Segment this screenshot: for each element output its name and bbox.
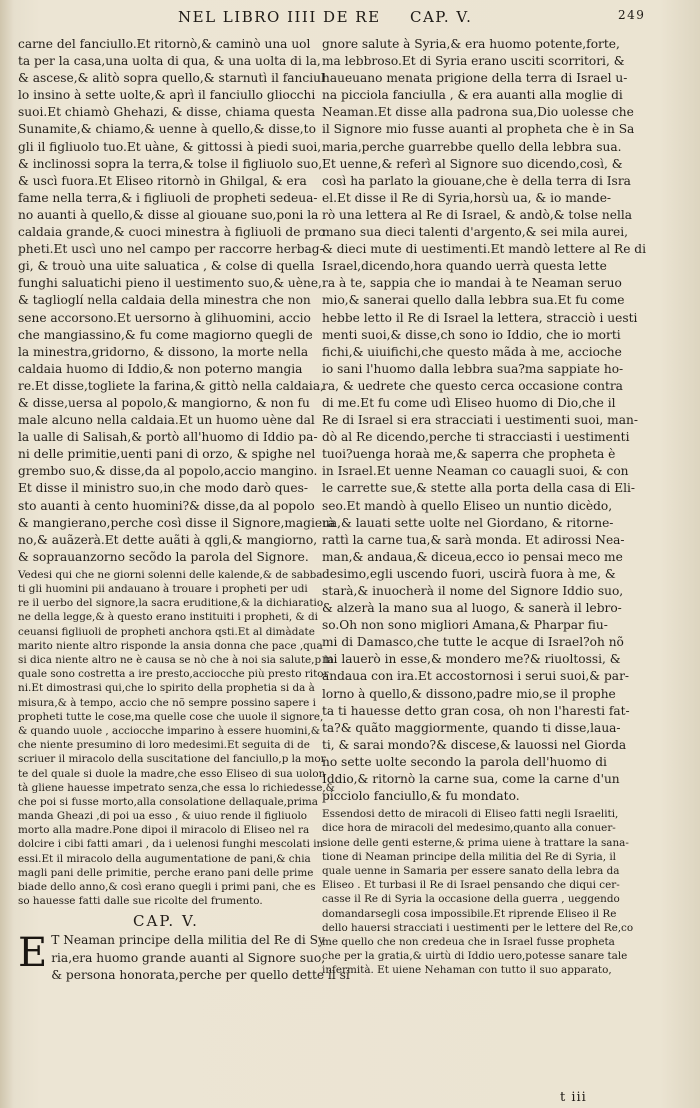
text-line: Essendosi detto de miracoli di Eliseo fatti negli Israeliti,	[322, 808, 619, 821]
text-line: hebbe letto il Re di Israel la lettera, stracciò i uesti	[322, 310, 638, 325]
page-number: 249	[618, 8, 646, 22]
text-line: mi di Damasco,che tutte le acque di Israel?oh nõ	[322, 635, 624, 650]
text-line: ti, & sarai mondo?& discese,& lauossi nel Giorda	[322, 737, 627, 752]
text-line: & ascese,& alitò sopra quello,& starnutì il fanciul	[18, 71, 325, 86]
text-line: dello hauersi stracciati i uestimenti per le lettere del Re,co	[322, 921, 634, 934]
text-line: Et disse il ministro suo,in che modo darò ques-	[18, 481, 308, 496]
text-line: che mangiassino,& fu come magiorno quegli de	[18, 327, 313, 342]
text-line: fichi,& uiuifichi,che questo mãda à me, accioche	[322, 344, 622, 359]
text-line: propheti tutte le cose,ma quelle cose che uuole il signore,	[18, 710, 324, 723]
text-line: manda Gheazi ,di poi ua esso , & uiuo rende il figliuolo	[18, 810, 308, 823]
text-line: mano sua dieci talenti d'argento,& sei mila aurei,	[322, 225, 629, 240]
text-line: starà,& inuocherà il nome del Signore Iddio suo,	[322, 584, 624, 598]
text-line: ra à te, sappia che io mandai à te Neaman seruo	[322, 276, 622, 291]
text-line: si dica niente altro ne è causa se nò che à noi sia salute,p la	[18, 654, 334, 667]
text-line: & quando uuole , acciocche imparino à essere huomini,&	[18, 724, 321, 737]
text-line: suoi.Et chiamò Ghehazi, & disse, chiama questa	[18, 105, 316, 120]
text-line: andaua con ira.Et accostornosi i serui suoi,& par-	[322, 669, 630, 684]
running-title: NEL LIBRO IIII DE RE	[178, 8, 381, 26]
text-line: morto alla madre.Pone dipoi il miracolo di Eliseo nel ra	[18, 824, 310, 837]
header-chapter: CAP. V.	[410, 8, 473, 26]
text-line: mio,& sanerai quello dalla lebbra sua.Et fu come	[322, 293, 625, 308]
text-line: che poi si fusse morto,alla consolatione dellaquale,prima	[18, 795, 318, 808]
left-commentary	[18, 568, 335, 909]
text-line: re.Et disse,togliete la farina,& gittò nella caldaia,	[18, 378, 324, 393]
text-line: sene accorsono.Et uersorno à glihuomini, accio	[18, 310, 311, 325]
text-line: tà gliene hauesse impetrato senza,che essa lo richiedesse,&	[18, 781, 335, 794]
text-line: Re di Israel si era stracciati i uestimenti suoi, man-	[322, 413, 638, 428]
text-line: Iddio,& ritornò la carne sua, come la carne d'un	[322, 772, 620, 787]
left-column	[18, 36, 350, 984]
text-line: ta?& quãto maggiormente, quando ti disse,laua-	[322, 720, 621, 735]
text-line: na picciola fanciulla , & era auanti alla moglie di	[322, 88, 623, 103]
text-line: casse il Re di Syria la occasione della guerra , ueggendo	[322, 893, 620, 906]
right-column	[322, 36, 646, 977]
text-line: dolcire i cibi fatti amari , da i uelenosi funghi mescolati in	[18, 838, 324, 851]
text-line: te del quale si duole la madre,che esso Eliseo di sua uolon	[18, 767, 326, 780]
text-line: & alzerà la mano sua al luogo, & sanerà il lebro-	[322, 601, 622, 616]
text-line: rò una lettera al Re di Israel, & andò,& tolse nella	[322, 207, 633, 222]
text-line: rattì la carne tua,& sarà monda. Et adirossi Nea-	[322, 532, 625, 547]
text-line: infermità. Et uiene Nehaman con tutto il suo apparato,	[322, 964, 612, 977]
text-line: ua,& lauati sette uolte nel Giordano, & ritorne-	[322, 515, 614, 530]
text-line: grembo suo,& disse,da al popolo,accio mangino.	[18, 464, 318, 479]
text-line: scriuer il miracolo della suscitatione del fanciullo,p la mor	[18, 753, 326, 766]
text-line: no,& auãzerà.Et dette auãti à qgli,& mangiorno,	[18, 532, 318, 547]
text-line: la minestra,gridorno, & dissono, la morte nella	[18, 344, 309, 359]
text-line: funghi saluatichi pieno il uestimento suo,& uène,	[18, 276, 322, 291]
text-line: & mangierano,perche così disse il Signore,magierà	[18, 515, 336, 530]
text-line: so.Oh non sono migliori Amana,& Pharpar fiu-	[322, 618, 608, 633]
text-line: biade dello anno,& così erano quegli i primi pani, che es	[18, 881, 316, 894]
text-line: picciolo fanciullo,& fu mondato.	[322, 789, 520, 804]
chapter-heading: CAP. V.	[133, 912, 199, 931]
text-line: ceuansi figliuoli de propheti anchora qsti.Et al dimàdate	[18, 625, 315, 638]
text-line: le carrette sue,& stette alla porta della casa di Eli-	[322, 481, 636, 496]
text-line: menti suoi,& disse,ch sono io Iddio, che io morti	[322, 327, 621, 342]
text-line: seo.Et mandò à quello Eliseo un nuntio dicèdo,	[322, 498, 613, 513]
text-line: Neaman.Et disse alla padrona sua,Dio uolesse che	[322, 105, 634, 120]
right-text-main	[322, 36, 646, 805]
text-line: no auanti à quello,& disse al giouane suo,poni la	[18, 207, 319, 222]
text-line: so hauesse fatti dalle sue ricolte del frumento.	[18, 895, 263, 908]
text-line: Sunamite,& chiamo,& uenne à quello,& disse,to	[18, 122, 316, 137]
text-line: T Neaman principe della militia del Re di Sy	[51, 933, 325, 948]
text-line: gi, & trouò una uite saluatica , & colse di quella	[18, 259, 315, 274]
text-line: mi lauerò in esse,& mondero me?& riuoltossi, &	[322, 652, 621, 667]
text-line: gnore salute à Syria,& era huomo potente,forte,	[322, 37, 620, 51]
text-line: & soprauanzorno secõdo la parola del Signore.	[18, 549, 309, 564]
text-line: quale uenne in Samaria per essere sanato della lebra da	[322, 864, 620, 877]
text-line: maria,perche guarrebbe quello della lebbra sua.	[322, 139, 622, 154]
text-line: carne del fanciullo.Et ritornò,& caminò una uol	[18, 37, 311, 51]
text-line: & inclinossi sopra la terra,& tolse il figliuolo suo,	[18, 156, 323, 171]
text-line: ra, & uedrete che questo cerca occasione contra	[322, 378, 623, 393]
text-line: & disse,uersa al popolo,& mangiorno, & non fu	[18, 395, 310, 410]
text-line: Vedesi qui che ne giorni solenni delle kalende,& de sabba	[18, 568, 323, 581]
text-line: no sette uolte secondo la parola dell'huomo di	[322, 754, 607, 769]
text-line: Eliseo . Et turbasi il Re di Israel pensando che diqui cer-	[322, 879, 620, 892]
left-text-main	[18, 36, 336, 566]
text-line: misura,& à tempo, accio che nõ sempre possino sapere i	[18, 696, 316, 709]
text-line: lorno à quello,& dissono,padre mio,se il prophe	[322, 686, 616, 701]
text-line: el.Et disse il Re di Syria,horsù ua, & io mande-	[322, 190, 612, 205]
text-line: pheti.Et uscì uno nel campo per raccorre herbag-	[18, 242, 324, 257]
text-line: & persona honorata,perche per quello dette il si	[51, 967, 350, 982]
text-line: la ualle di Salisah,& portò all'huomo di Iddio pa-	[18, 430, 318, 445]
text-line: ta ti hauesse detto gran cosa, oh non l'haresti fat-	[322, 703, 630, 718]
text-line: sione delle genti esterne,& prima uiene à trattare la sana-	[322, 836, 629, 849]
text-line: & uscì fuora.Et Eliseo ritornò in Ghilgal, & era	[18, 173, 307, 188]
text-line: ma lebbroso.Et di Syria erano usciti scorritori, &	[322, 54, 625, 69]
text-line: così ha parlato la giouane,che è della terra di Isra	[322, 173, 631, 188]
text-line: quale sono costretta a ire presto,acciocche più presto ritor	[18, 668, 329, 681]
text-line: sto auanti à cento huomini?& disse,da al popolo	[18, 498, 315, 513]
drop-cap: E	[18, 930, 48, 977]
text-line: marito niente altro risponde la ansia donna che pace ,qua	[18, 639, 323, 652]
text-line: magli pani delle primitie, perche erano pani delle prime	[18, 866, 314, 879]
text-line: lo insino à sette uolte,& aprì il fanciullo gliocchi	[18, 88, 316, 103]
text-line: gli il figliuolo tuo.Et uàne, & gittossi à piedi suoi,	[18, 139, 322, 154]
text-line: Israel,dicendo,hora quando uerrà questa lette	[322, 259, 607, 274]
chapter-opening	[18, 930, 350, 983]
text-line: dò al Re dicendo,perche ti stracciasti i uestimenti	[322, 430, 630, 445]
text-line: Et uenne,& referì al Signore suo dicendo,così, &	[322, 156, 623, 171]
text-line: ni.Et dimostrasi qui,che lo spirito della prophetia si da à	[18, 682, 315, 695]
text-line: domandarsegli cosa impossibile.Et riprende Eliseo il Re	[322, 907, 617, 920]
text-line: ni delle primitie,uenti pani di orzo, & spighe nel	[18, 447, 316, 462]
text-line: caldaia huomo di Iddio,& non poterno mangia	[18, 361, 303, 376]
text-line: ta per la casa,una uolta di qua, & una uolta di la,	[18, 54, 321, 69]
page-header	[0, 6, 700, 32]
text-line: di me.Et fu come udì Eliseo huomo di Dio,che il	[322, 395, 616, 410]
text-line: fame nella terra,& i figliuoli de propheti sedeua-	[18, 190, 318, 205]
text-line: io sani l'huomo dalla lebbra sua?ma sappiate ho-	[322, 361, 624, 376]
text-line: tione di Neaman principe della militia del Re di Syria, il	[322, 850, 617, 863]
text-line: che niente presumino di loro medesimi.Et seguita di de	[18, 739, 310, 752]
text-line: re il uerbo del signore,la sacra eruditione,& la dichiaratio	[18, 597, 324, 610]
text-line: il Signore mio fusse auanti al propheta che è in Sa	[322, 122, 635, 137]
text-line: haueuano menata prigione della terra di Israel u-	[322, 71, 628, 86]
text-line: dice hora de miracoli del medesimo,quanto alla conuer-	[322, 822, 616, 835]
text-line: ti gli huomini pii andauano à trouare i propheti per udi	[18, 583, 308, 596]
text-line: ne della legge,& à questo erano instituiti i propheti, & di	[18, 611, 318, 624]
text-line: in Israel.Et uenne Neaman co cauagli suoi, & con	[322, 464, 629, 479]
signature-mark: t iii	[560, 1090, 587, 1105]
text-line: male alcuno nella caldaia.Et un huomo uène dal	[18, 413, 315, 428]
text-line: ria,era huomo grande auanti al Signore suo,	[51, 950, 326, 965]
text-line: man,& andaua,& diceua,ecco io pensai meco me	[322, 549, 623, 564]
text-line: & dieci mute di uestimenti.Et mandò lettere al Re di	[322, 242, 646, 257]
text-line: essi.Et il miracolo della augumentatione de pani,& chia	[18, 852, 311, 865]
text-line: desimo,egli uscendo fuori, uscirà fuora à me, &	[322, 566, 616, 581]
text-line: tuoi?uenga horaà me,& saperra che propheta è	[322, 447, 616, 462]
text-line: che per la gratia,& uirtù di Iddio uero,potesse sanare tale	[322, 950, 628, 963]
text-line: & taglioglí nella caldaia della minestra che non	[18, 293, 311, 308]
text-line: me quello che non credeua che in Israel fusse propheta	[322, 935, 615, 948]
text-line: caldaia grande,& cuoci minestra à figliuoli de pro	[18, 225, 326, 240]
right-commentary	[322, 807, 632, 977]
